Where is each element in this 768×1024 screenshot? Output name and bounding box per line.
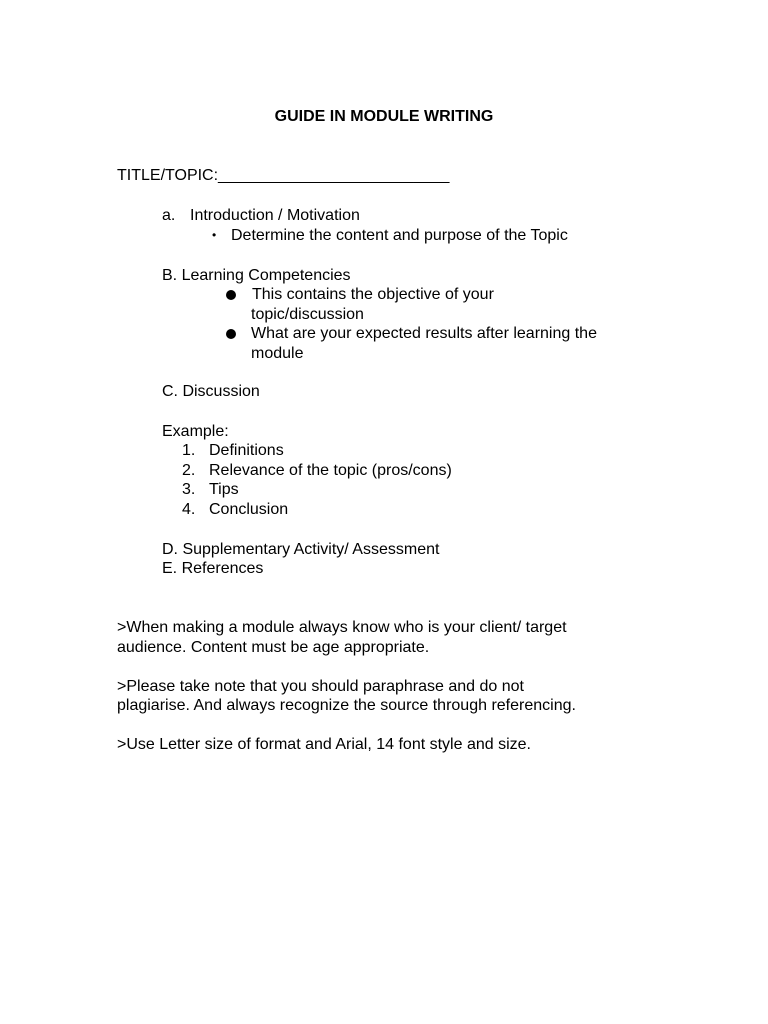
note-2-line-1: >Please take note that you should paraphrase and do not: [117, 678, 524, 695]
example-item-number: 4.: [182, 501, 196, 518]
section-d-label: D. Supplementary Activity/ Assessment: [162, 541, 440, 558]
section-a-label: Introduction / Motivation: [190, 207, 360, 224]
example-item-number: 2.: [182, 462, 196, 479]
note-1-line-1: >When making a module always know who is your client/ target: [117, 619, 567, 636]
section-b-bullet-1-line-2: topic/discussion: [251, 306, 364, 323]
section-b-bullet-1-line-1: This contains the objective of your: [252, 286, 494, 303]
section-e-label: E. References: [162, 560, 264, 577]
bullet-dot-icon: •: [212, 228, 217, 242]
example-item-text: Conclusion: [209, 501, 289, 518]
section-c-label: C. Discussion: [162, 383, 260, 400]
example-item-text: Definitions: [209, 442, 284, 459]
document-heading: GUIDE IN MODULE WRITING: [274, 108, 494, 125]
note-1-line-2: audience. Content must be age appropriate.: [117, 639, 430, 656]
bullet-dot-icon: [226, 329, 236, 339]
example-item-text: Tips: [209, 481, 239, 498]
example-label: Example:: [162, 423, 229, 440]
section-b-bullet-2-line-2: module: [251, 345, 304, 362]
section-a-marker: a.: [162, 207, 176, 224]
example-item-number: 3.: [182, 481, 196, 498]
example-item-number: 1.: [182, 442, 196, 459]
example-item-text: Relevance of the topic (pros/cons): [209, 462, 452, 479]
section-b-bullet-2-line-1: What are your expected results after learning the: [251, 325, 597, 342]
section-b-label: B. Learning Competencies: [162, 267, 351, 284]
note-3-line-1: >Use Letter size of format and Arial, 14 font style and size.: [117, 736, 531, 753]
title-topic-field: TITLE/TOPIC:__________________________: [117, 167, 450, 184]
note-2-line-2: plagiarise. And always recognize the source through referencing.: [117, 697, 576, 714]
section-a-bullet: Determine the content and purpose of the Topic: [231, 227, 568, 244]
bullet-dot-icon: [226, 290, 236, 300]
